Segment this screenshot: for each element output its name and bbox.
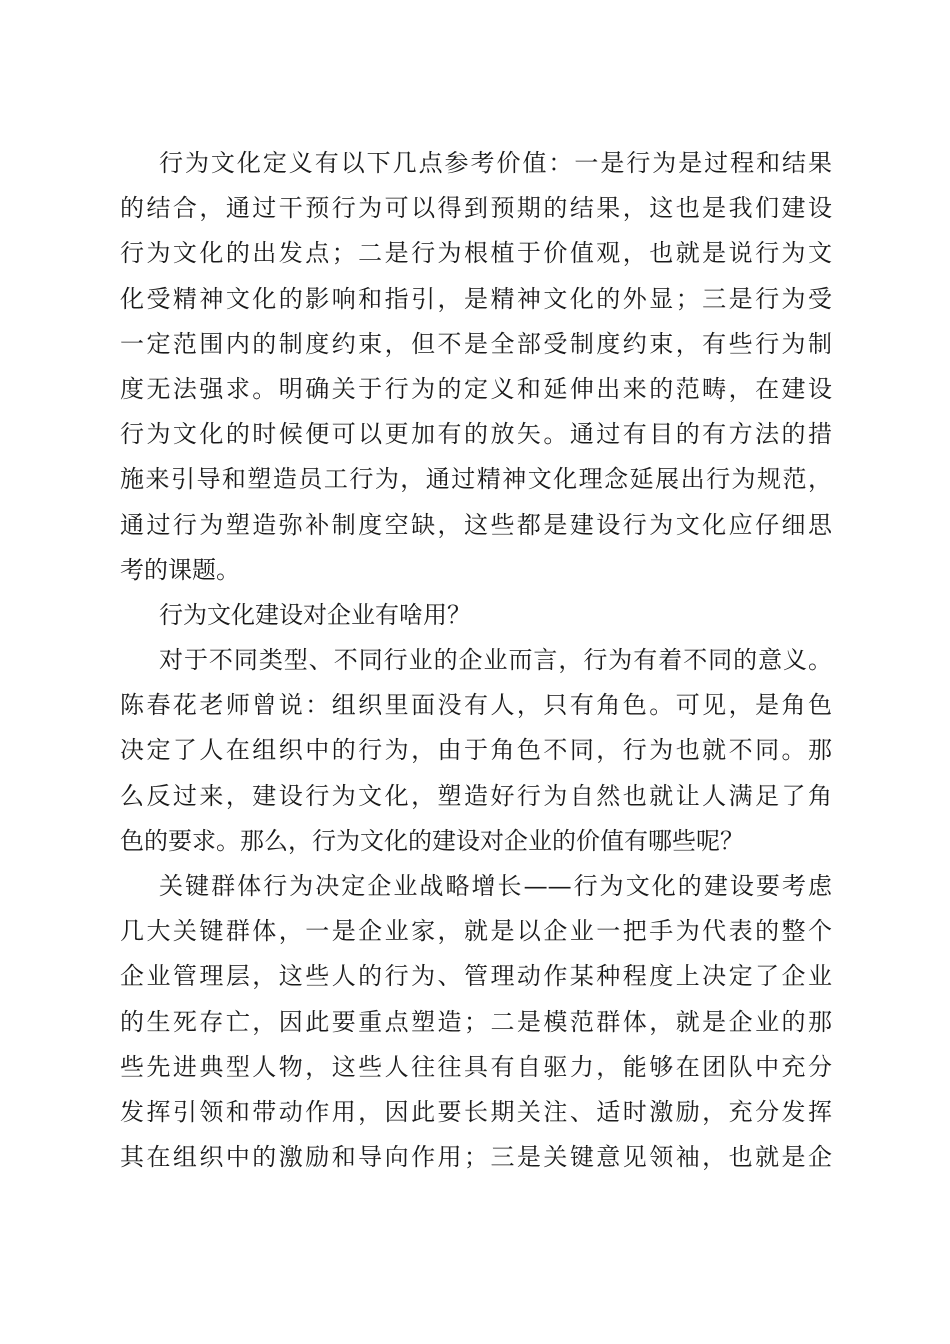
- paragraph-key-groups: [120, 864, 832, 1180]
- text-line: 关键群体行为决定企业战略增长——行为文化的建设要考虑: [159, 872, 832, 900]
- text-line: 考的课题。: [120, 555, 240, 584]
- text-line: 色的要求。那么，行为文化的建设对企业的价值有哪些呢？: [120, 826, 744, 855]
- text-line: 决定了人在组织中的行为，由于角色不同，行为也就不同。那: [120, 736, 832, 765]
- text-line: 行为文化定义有以下几点参考价值：一是行为是过程和结果: [159, 149, 832, 177]
- text-line: 企业管理层，这些人的行为、管理动作某种程度上决定了企业: [120, 962, 832, 991]
- text-line: 度无法强求。明确关于行为的定义和延伸出来的范畴，在建设: [120, 374, 832, 403]
- text-line: 的结合，通过干预行为可以得到预期的结果，这也是我们建设: [120, 194, 832, 223]
- text-line: 么反过来，建设行为文化，塑造好行为自然也就让人满足了角: [120, 781, 832, 810]
- text-line: 的生死存亡，因此要重点塑造；二是模范群体，就是企业的那: [120, 1007, 832, 1036]
- text-line: 些先进典型人物，这些人往往具有自驱力，能够在团队中充分: [120, 1052, 832, 1081]
- text-line: 施来引导和塑造员工行为，通过精神文化理念延展出行为规范，: [120, 465, 832, 494]
- text-line: 发挥引领和带动作用，因此要长期关注、适时激励，充分发挥: [120, 1097, 832, 1126]
- text-line: 其在组织中的激励和导向作用；三是关键意见领袖，也就是企: [120, 1143, 832, 1172]
- text-line: 几大关键群体，一是企业家，就是以企业一把手为代表的整个: [120, 917, 832, 946]
- text-line: 行为文化建设对企业有啥用？: [159, 600, 471, 629]
- text-line: 陈春花老师曾说：组织里面没有人，只有角色。可见，是角色: [120, 691, 832, 720]
- document-body: [120, 141, 832, 1180]
- text-line: 行为文化的出发点；二是行为根植于价值观，也就是说行为文: [120, 239, 832, 268]
- text-line: 一定范围内的制度约束，但不是全部受制度约束，有些行为制: [120, 329, 832, 358]
- text-line: 化受精神文化的影响和指引，是精神文化的外显；三是行为受: [120, 284, 832, 313]
- section-heading-question: [120, 593, 832, 638]
- text-line: 对于不同类型、不同行业的企业而言，行为有着不同的意义。: [159, 646, 832, 675]
- text-line: 通过行为塑造弥补制度空缺，这些都是建设行为文化应仔细思: [120, 510, 832, 539]
- text-line: 行为文化的时候便可以更加有的放矢。通过有目的有方法的措: [120, 420, 832, 449]
- paragraph-behavior-culture-definition: [120, 141, 832, 593]
- paragraph-behavior-meaning: [120, 638, 832, 864]
